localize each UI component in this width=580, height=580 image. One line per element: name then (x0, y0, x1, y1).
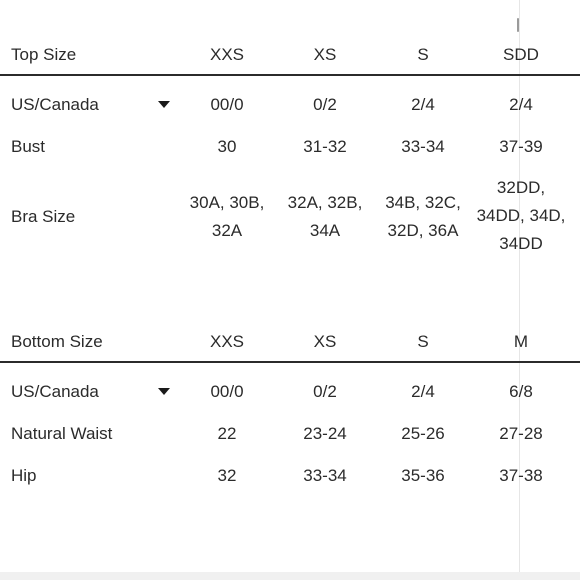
chevron-down-icon[interactable] (158, 101, 170, 108)
top-col-xs: XS (313, 45, 337, 64)
table-cell: 32 (217, 466, 237, 485)
table-cell: 00/0 (210, 382, 244, 401)
row-label: Natural Waist (11, 424, 113, 443)
chevron-down-icon[interactable] (158, 388, 170, 395)
table-cell: 33-34 (401, 137, 445, 156)
row-label: Bra Size (11, 207, 76, 226)
top-size-heading: Top Size (11, 45, 77, 64)
table-cell: 34B, 32C, 32D, 36A (385, 193, 461, 240)
table-cell: 6/8 (509, 382, 533, 401)
row-label: Bust (11, 137, 46, 156)
table-cell: 2/4 (411, 382, 435, 401)
top-header-rule (0, 74, 580, 76)
table-cell: 0/2 (313, 95, 337, 114)
table-cell: 00/0 (210, 95, 244, 114)
scroll-grip-icon[interactable] (517, 18, 519, 32)
table-cell: 25-26 (401, 424, 445, 443)
table-cell: 32DD, 34DD, 34D, 34DD (476, 178, 566, 253)
bottom-header-rule (0, 361, 580, 363)
table-cell: 2/4 (411, 95, 435, 114)
bottom-bar (0, 572, 580, 580)
table-cell: 33-34 (303, 466, 347, 485)
bottom-col-s: S (417, 332, 429, 351)
table-cell: 32A, 32B, 34A (287, 193, 363, 240)
table-cell: 31-32 (303, 137, 347, 156)
table-cell: 0/2 (313, 382, 337, 401)
table-cell: 35-36 (401, 466, 445, 485)
top-col-xxs: XXS (209, 45, 245, 64)
bottom-size-heading: Bottom Size (11, 332, 103, 351)
table-cell: 30 (217, 137, 237, 156)
table-cell: 30A, 30B, 32A (189, 193, 265, 240)
top-col-sdd: SDD (503, 45, 539, 64)
table-cell: 2/4 (509, 95, 533, 114)
row-label: Hip (11, 466, 37, 485)
table-cell: 37-38 (499, 466, 543, 485)
table-cell: 22 (217, 424, 237, 443)
table-cell: 27-28 (499, 424, 543, 443)
table-cell: 37-39 (499, 137, 543, 156)
top-col-s: S (417, 45, 429, 64)
bottom-col-xs: XS (313, 332, 337, 351)
bottom-col-xxs: XXS (209, 332, 245, 351)
table-cell: 23-24 (303, 424, 347, 443)
bottom-col-m: M (513, 332, 529, 351)
region-select-label[interactable]: US/Canada (11, 95, 99, 114)
region-select-label[interactable]: US/Canada (11, 382, 99, 401)
